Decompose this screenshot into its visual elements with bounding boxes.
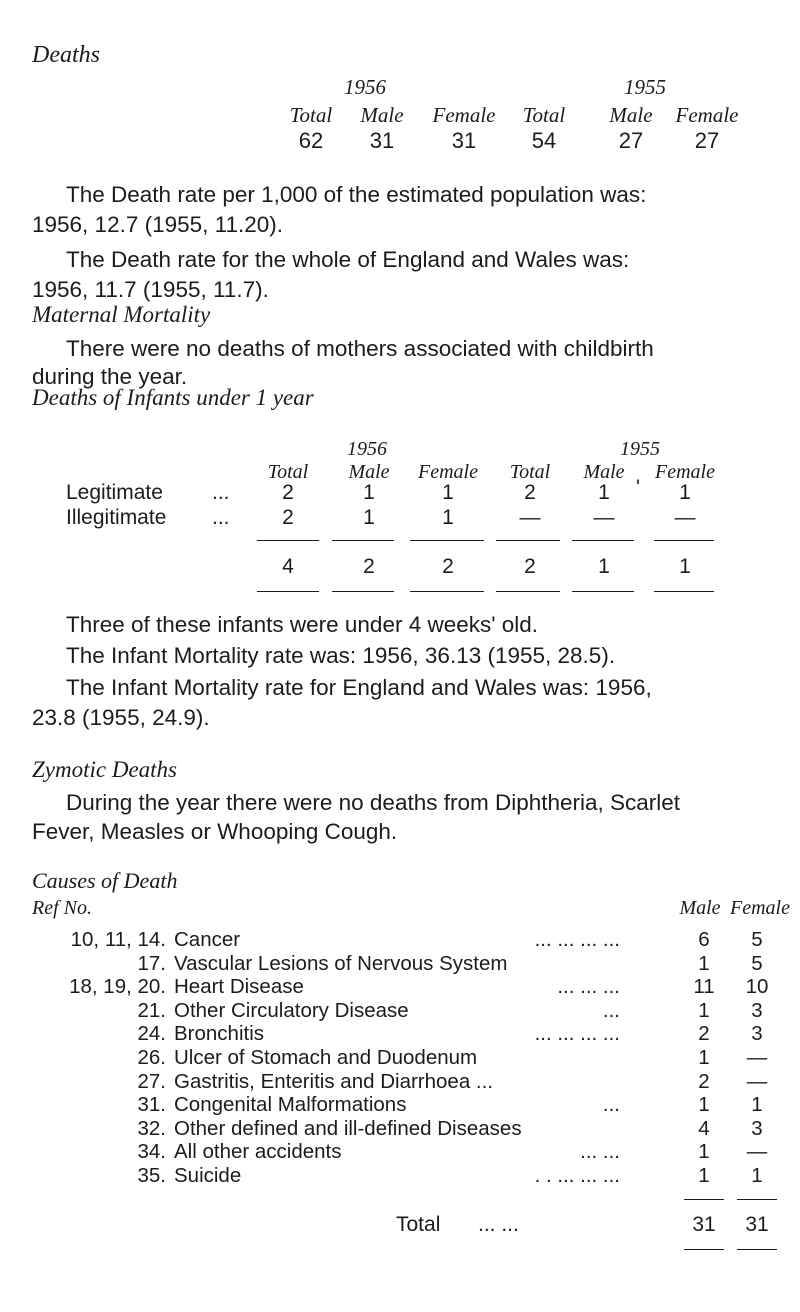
death-rate-para-line1: The Death rate per 1,000 of the estimated population was: bbox=[66, 182, 647, 207]
cause-ref: 35. bbox=[137, 1164, 166, 1187]
deaths-female-1956: 31 bbox=[451, 128, 477, 153]
infants-legitimate-female-1955: 1 bbox=[679, 481, 691, 504]
infants-rule-top bbox=[410, 540, 484, 541]
causes-rule-top-male bbox=[684, 1199, 724, 1200]
cause-name: Suicide bbox=[174, 1164, 242, 1187]
causes-total-dots: ... ... bbox=[478, 1213, 519, 1236]
death-rate-para-line2: 1956, 12.7 (1955, 11.20). bbox=[32, 212, 284, 237]
infants-illegitimate-female-1956: 1 bbox=[442, 506, 454, 529]
cause-dots: ... bbox=[602, 1093, 620, 1116]
cause-ref: 10, 11, 14. bbox=[70, 928, 166, 951]
deaths-heading: Deaths bbox=[32, 42, 100, 68]
cause-female: 10 bbox=[745, 975, 769, 998]
infants-legitimate-male-1956: 1 bbox=[363, 481, 375, 504]
cause-dots: . . ... ... ... bbox=[534, 1164, 620, 1187]
infants-rule-bottom bbox=[332, 591, 394, 592]
cause-dots: ... ... ... ... bbox=[534, 928, 620, 951]
cause-female: — bbox=[746, 1070, 768, 1093]
infants-col-total-1956: Total bbox=[267, 461, 309, 483]
cause-male: 2 bbox=[698, 1022, 710, 1045]
infants-illegitimate-total-1956: 2 bbox=[282, 506, 294, 529]
cause-ref: 34. bbox=[137, 1140, 166, 1163]
infants-row-illegitimate-label: Illegitimate bbox=[66, 506, 167, 529]
causes-male-header: Male bbox=[679, 897, 721, 919]
infants-illegitimate-male-1955: — bbox=[593, 506, 615, 529]
deaths-male-1956: 31 bbox=[369, 128, 395, 153]
cause-dots: ... ... ... ... bbox=[534, 1022, 620, 1045]
infants-year-1955: 1955 bbox=[620, 438, 660, 460]
cause-ref: 21. bbox=[137, 999, 166, 1022]
cause-male: 1 bbox=[698, 1046, 710, 1069]
cause-ref: 26. bbox=[137, 1046, 166, 1069]
maternal-heading: Maternal Mortality bbox=[32, 302, 211, 327]
causes-rule-bottom-female bbox=[737, 1249, 777, 1250]
infants-legitimate-total-1955: 2 bbox=[524, 481, 536, 504]
zymotic-line1: During the year there were no deaths from Diphtheria, Scarlet bbox=[66, 790, 681, 815]
deaths-col-total-1956: Total bbox=[289, 103, 333, 127]
cause-ref: 32. bbox=[137, 1117, 166, 1140]
maternal-line1: There were no deaths of mothers associated with childbirth bbox=[66, 336, 654, 361]
causes-heading: Causes of Death bbox=[32, 868, 178, 893]
cause-dots: ... bbox=[602, 999, 620, 1022]
cause-ref: 31. bbox=[137, 1093, 166, 1116]
infants-row-legitimate-label: Legitimate bbox=[66, 481, 163, 504]
infants-legitimate-total-1956: 2 bbox=[282, 481, 294, 504]
infants-legitimate-female-1956: 1 bbox=[442, 481, 454, 504]
deaths-col-female-1956: Female bbox=[432, 103, 496, 127]
infants-year-1956: 1956 bbox=[347, 438, 387, 460]
cause-name: Heart Disease bbox=[174, 975, 304, 998]
cause-male: 11 bbox=[693, 975, 715, 998]
cause-name: Other defined and ill-defined Diseases bbox=[174, 1117, 522, 1140]
infants-col-female-1956: Female bbox=[418, 461, 478, 483]
cause-ref: 24. bbox=[137, 1022, 166, 1045]
cause-name: Congenital Malformations bbox=[174, 1093, 407, 1116]
causes-ref-header: Ref No. bbox=[32, 897, 92, 919]
cause-male: 1 bbox=[698, 1093, 710, 1116]
cause-female: 3 bbox=[751, 999, 763, 1022]
deaths-male-1955: 27 bbox=[618, 128, 644, 153]
national-rate-para-line1: The Death rate for the whole of England and Wales was: bbox=[66, 247, 630, 272]
cause-male: 1 bbox=[698, 952, 710, 975]
cause-female: 5 bbox=[751, 928, 763, 951]
infants-rule-bottom bbox=[257, 591, 319, 592]
cause-name: All other accidents bbox=[174, 1140, 342, 1163]
cause-name: Bronchitis bbox=[174, 1022, 265, 1045]
infants-totals-total-1956: 4 bbox=[282, 555, 294, 578]
cause-male: 1 bbox=[698, 1140, 710, 1163]
zymotic-line2: Fever, Measles or Whooping Cough. bbox=[32, 819, 398, 844]
deaths-col-male-1956: Male bbox=[360, 103, 404, 127]
infants-rule-bottom bbox=[572, 591, 634, 592]
infants-col-male-1956: Male bbox=[348, 461, 390, 483]
infants-col-female-1955: Female bbox=[655, 461, 715, 483]
cause-name: Other Circulatory Disease bbox=[174, 999, 409, 1022]
deaths-total-1956: 62 bbox=[298, 128, 324, 153]
infants-note-under-4-weeks: Three of these infants were under 4 weeks' old. bbox=[66, 612, 539, 637]
deaths-col-male-1955: Male bbox=[609, 103, 653, 127]
cause-name: Cancer bbox=[174, 928, 241, 951]
zymotic-heading: Zymotic Deaths bbox=[32, 757, 178, 782]
cause-male: 6 bbox=[698, 928, 710, 951]
deaths-total-1955: 54 bbox=[531, 128, 557, 153]
infants-note-mortality-rate: The Infant Mortality rate was: 1956, 36.13 (1955, 28.5). bbox=[66, 643, 616, 668]
cause-name: Vascular Lesions of Nervous System bbox=[174, 952, 508, 975]
deaths-year-1956: 1956 bbox=[344, 75, 386, 99]
infants-totals-male-1956: 2 bbox=[363, 555, 375, 578]
infants-col-total-1955: Total bbox=[509, 461, 551, 483]
infants-totals-total-1955: 2 bbox=[524, 555, 536, 578]
cause-dots: ... ... ... bbox=[557, 975, 620, 998]
infants-rule-bottom bbox=[496, 591, 560, 592]
cause-dots: ... ... bbox=[580, 1140, 620, 1163]
maternal-line2: during the year. bbox=[32, 364, 188, 389]
cause-female: 1 bbox=[751, 1093, 763, 1116]
infants-legitimate-stray-mark: ' bbox=[636, 476, 641, 499]
infants-rule-bottom bbox=[410, 591, 484, 592]
cause-ref: 27. bbox=[137, 1070, 166, 1093]
infants-rule-top bbox=[257, 540, 319, 541]
infants-totals-female-1956: 2 bbox=[442, 555, 454, 578]
cause-male: 1 bbox=[698, 999, 710, 1022]
cause-ref: 17. bbox=[137, 952, 166, 975]
deaths-year-1955: 1955 bbox=[624, 75, 666, 99]
cause-male: 4 bbox=[698, 1117, 710, 1140]
cause-female: 3 bbox=[751, 1117, 763, 1140]
infants-rule-bottom bbox=[654, 591, 714, 592]
deaths-col-female-1955: Female bbox=[675, 103, 739, 127]
infants-note-national-line1: The Infant Mortality rate for England and Wales was: 1956, bbox=[66, 675, 652, 700]
cause-name: Ulcer of Stomach and Duodenum bbox=[174, 1046, 478, 1069]
infants-totals-male-1955: 1 bbox=[598, 555, 610, 578]
cause-female: — bbox=[746, 1046, 768, 1069]
causes-rule-bottom-male bbox=[684, 1249, 724, 1250]
infants-rule-top bbox=[572, 540, 634, 541]
infants-totals-female-1955: 1 bbox=[679, 555, 691, 578]
cause-female: 1 bbox=[751, 1164, 763, 1187]
causes-total-female: 31 bbox=[745, 1213, 769, 1236]
cause-male: 1 bbox=[698, 1164, 710, 1187]
infants-col-male-1955: Male bbox=[583, 461, 625, 483]
infants-row-illegitimate-dots: ... bbox=[212, 506, 230, 529]
infants-heading: Deaths of Infants under 1 year bbox=[32, 385, 314, 410]
infants-legitimate-male-1955: 1 bbox=[598, 481, 610, 504]
causes-total-label: Total bbox=[396, 1213, 441, 1236]
national-rate-para-line2: 1956, 11.7 (1955, 11.7). bbox=[32, 277, 269, 302]
infants-rule-top bbox=[496, 540, 560, 541]
infants-note-national-line2: 23.8 (1955, 24.9). bbox=[32, 705, 210, 730]
infants-illegitimate-total-1955: — bbox=[519, 506, 541, 529]
cause-female: 3 bbox=[751, 1022, 763, 1045]
infants-row-legitimate-dots: ... bbox=[212, 481, 230, 504]
causes-total-male: 31 bbox=[692, 1213, 716, 1236]
causes-female-header: Female bbox=[730, 897, 790, 919]
infants-illegitimate-male-1956: 1 bbox=[363, 506, 375, 529]
infants-illegitimate-female-1955: — bbox=[674, 506, 696, 529]
deaths-female-1955: 27 bbox=[694, 128, 720, 153]
infants-rule-top bbox=[332, 540, 394, 541]
causes-rule-top-female bbox=[737, 1199, 777, 1200]
deaths-col-total-1955: Total bbox=[522, 103, 566, 127]
cause-female: 5 bbox=[751, 952, 763, 975]
cause-male: 2 bbox=[698, 1070, 710, 1093]
cause-female: — bbox=[746, 1140, 768, 1163]
cause-ref: 18, 19, 20. bbox=[69, 975, 166, 998]
infants-rule-top bbox=[654, 540, 714, 541]
cause-name: Gastritis, Enteritis and Diarrhoea ... bbox=[174, 1070, 494, 1093]
